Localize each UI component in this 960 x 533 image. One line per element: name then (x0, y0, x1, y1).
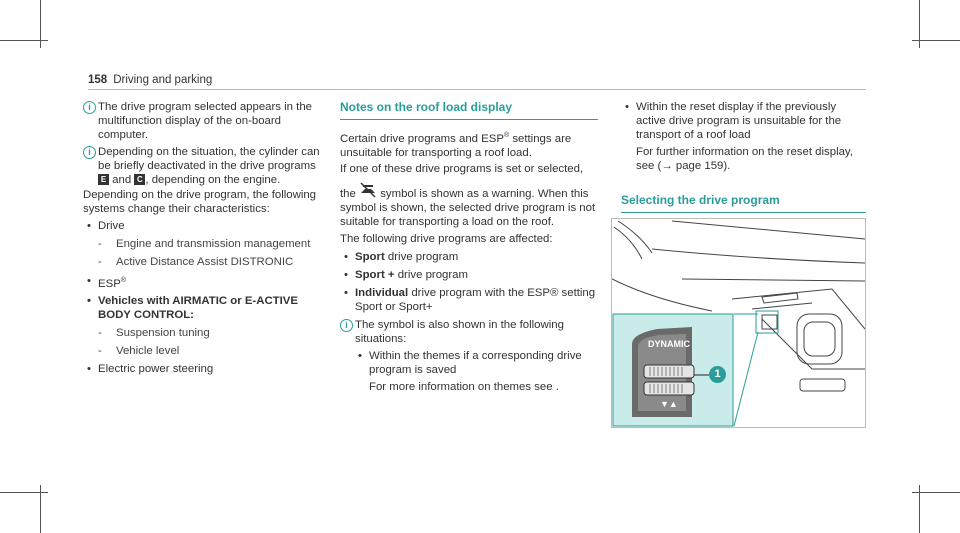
list-item-label: Vehicles with AIRMATIC or E-ACTIVE BODY CONTROL: (98, 294, 298, 321)
paragraph: For more information on themes see . (369, 380, 559, 393)
list-item: • Within the reset display if the previously active drive program is unsuitable for the transport of a roof load (625, 101, 842, 141)
page-header (88, 74, 212, 86)
registered-mark: ® (503, 132, 510, 139)
note-text: Depending on the situation, the cylinder can be briefly deactivated in the drive programs (98, 146, 320, 172)
roof-load-warning-icon (359, 182, 377, 198)
sub-item: - Vehicle level (98, 344, 180, 357)
paragraph: The following drive programs are affected: (340, 232, 553, 245)
list-item: • ESP® (87, 275, 126, 290)
crop-mark (912, 492, 960, 493)
list-item-label: Electric power steering (98, 362, 214, 375)
e-program-icon: E (98, 174, 109, 185)
sub-item-label: Active Distance Assist DISTRONIC (116, 256, 294, 268)
info-note (83, 100, 328, 142)
program-name: Individual (355, 286, 409, 299)
list-item-label: drive program (384, 250, 459, 263)
sub-item-label: Engine and transmission management (116, 238, 311, 250)
list-item: • Electric power steering (87, 362, 214, 375)
center-console-illustration (611, 218, 866, 428)
text: the (340, 187, 356, 200)
list-item: • Sport + drive program (344, 268, 468, 281)
list-item-label: ESP (98, 277, 121, 290)
list-item: • Vehicles with AIRMATIC or E-ACTIVE BODY CONTROL: (87, 294, 298, 321)
program-name: Sport + (355, 268, 395, 281)
c-program-icon: C (134, 174, 145, 185)
section-heading: Notes on the roof load display (340, 100, 598, 120)
list-item: • Individual drive program with the ESP® setting Sport or Sport+ (344, 286, 596, 313)
column-right (621, 100, 866, 222)
paragraph: If one of these drive programs is set or selected, (340, 162, 584, 175)
note-text: and (112, 174, 132, 186)
sub-item-label: Suspension tuning (116, 326, 210, 339)
list-item-label: Drive (98, 220, 125, 232)
text: settings are unsuitable for transporting a roof load. (340, 132, 572, 159)
paragraph (340, 182, 598, 229)
info-icon: i (83, 146, 96, 159)
note-text: , depending on the engine. (145, 174, 281, 186)
info-note (340, 318, 598, 346)
info-icon: i (340, 319, 353, 332)
crop-mark (0, 492, 48, 493)
section-heading: Selecting the drive program (621, 193, 866, 213)
program-name: Sport (355, 250, 385, 263)
note-text: The drive program selected appears in the multifunction display of the on-board computer. (98, 101, 313, 141)
sub-item: - Engine and transmission management (98, 238, 311, 250)
list-item: • Sport drive program (344, 250, 459, 263)
section-title: Driving and parking (113, 74, 213, 86)
intro-text: Depending on the drive program, the following systems change their characteristics: (83, 189, 317, 215)
arrow-buttons: ▼▲ (660, 399, 678, 409)
crop-mark (0, 40, 48, 41)
list-item-label: Within the reset display if the previously active drive program is unsuitable for the transport of a roof load (636, 101, 842, 141)
column-left (83, 100, 328, 377)
sub-item: - Suspension tuning (98, 326, 210, 339)
list-item-label: Within the themes if a corresponding drive program is saved (369, 349, 582, 376)
crop-mark (912, 40, 960, 41)
sub-item-label: Vehicle level (116, 344, 180, 357)
list-item: • Within the themes if a corresponding drive program is saved (358, 349, 582, 376)
callout-1: 1 (709, 366, 726, 383)
text: Certain drive programs and ESP (340, 132, 504, 145)
page-number: 158 (88, 74, 108, 86)
column-middle (340, 100, 598, 394)
list-item-label: drive program (394, 268, 468, 281)
list-item: • Drive (87, 220, 125, 232)
paragraph: For further information on the reset display, see (→ page 159). (636, 146, 853, 172)
text: symbol is shown as a warning. When this symbol is shown, the selected drive program is not suitable for transporting a load on the roof. (340, 187, 596, 228)
info-icon: i (83, 101, 96, 114)
dynamic-button-label: DYNAMIC (648, 339, 690, 349)
paragraph (340, 129, 598, 160)
console-drawing (612, 219, 865, 427)
sub-item: - Active Distance Assist DISTRONIC (98, 256, 294, 268)
info-note (83, 145, 328, 187)
registered-mark: ® (120, 277, 126, 284)
header-rule (88, 89, 866, 90)
list-item-label: drive program with the ESP® setting Sport or Sport+ (355, 286, 596, 313)
note-text: The symbol is also shown in the following situations: (355, 318, 564, 345)
